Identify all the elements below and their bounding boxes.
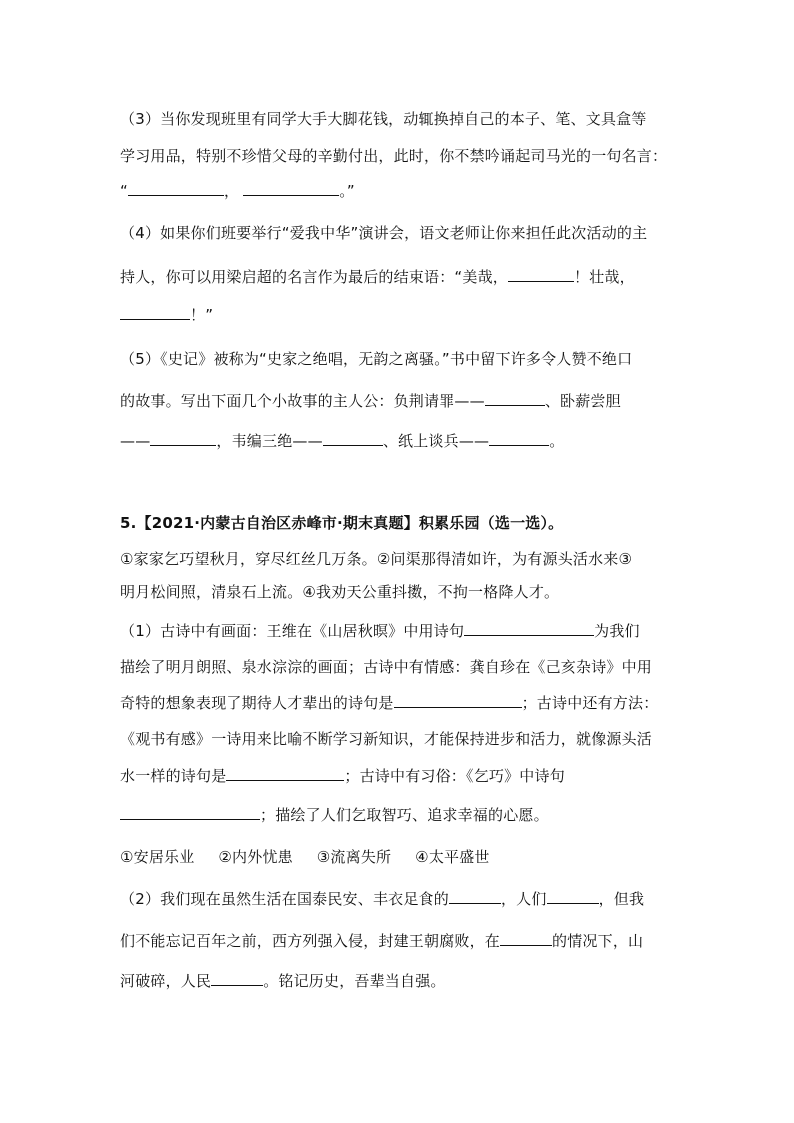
answer-blank[interactable] — [128, 181, 224, 196]
answer-blank[interactable] — [485, 391, 545, 406]
text: 河破碎，人民 — [120, 972, 212, 990]
text: ，人们 — [500, 890, 547, 908]
text: ；古诗中有习俗：《乞巧》中诗句 — [344, 767, 565, 785]
q5-1-line-6 — [120, 804, 549, 825]
text: ！壮哉， — [573, 268, 635, 286]
q4-4-line-3 — [120, 304, 213, 325]
question-5-title — [120, 512, 563, 533]
text: 。铭记历史，吾辈当自强。 — [263, 972, 446, 990]
q5-2-line-1 — [120, 888, 644, 909]
q5-1-line-5 — [120, 765, 565, 786]
answer-blank[interactable] — [150, 431, 216, 446]
text: 奇特的想象表现了期待人才辈出的诗句是 — [120, 694, 394, 712]
text: 学习用品，特别不珍惜父母的辛勤付出，此时，你不禁吟诵起司马光的一句名言： — [120, 147, 668, 165]
q5-options-line-1 — [120, 548, 632, 569]
text: —— — [120, 432, 151, 450]
answer-blank[interactable] — [120, 805, 260, 820]
q5-1-line-4 — [120, 728, 652, 749]
text: 持人，你可以用梁启超的名言作为最后的结束语：“美哉， — [120, 268, 508, 286]
text: 。 — [549, 432, 565, 450]
text: 的故事。写出下面几个小故事的主人公：负荆请罪—— — [120, 392, 485, 410]
text: ；描绘了人们乞取智巧、追求幸福的心愿。 — [260, 806, 549, 824]
answer-blank[interactable] — [243, 181, 339, 196]
choice-4: ④太平盛世 — [415, 848, 490, 866]
text: （1）古诗中有画面：王维在《山居秋暝》中用诗句 — [120, 622, 465, 640]
choice-1: ①安居乐业 — [120, 848, 195, 866]
answer-blank[interactable] — [449, 889, 501, 904]
q5-2-line-3 — [120, 970, 446, 991]
text: 明月松间照，清泉石上流。④我劝天公重抖擞，不拘一格降人才。 — [120, 583, 560, 601]
q4-4-line-1 — [120, 222, 647, 243]
q5-1-line-3 — [120, 692, 658, 713]
q5-1-line-1 — [120, 620, 640, 641]
choice-3: ③流离失所 — [316, 848, 392, 866]
answer-blank[interactable] — [464, 621, 594, 636]
q4-5-line-2 — [120, 390, 621, 411]
text: （5）《史记》被称为“史家之绝唱，无韵之离骚。”书中留下许多令人赞不绝口 — [120, 350, 633, 368]
answer-blank[interactable] — [120, 305, 190, 320]
text: 、卧薪尝胆 — [544, 392, 621, 410]
answer-blank[interactable] — [547, 889, 599, 904]
q5-choices — [120, 846, 490, 867]
text: 们不能忘记百年之前，西方列强入侵，封建王朝腐败，在 — [120, 932, 501, 950]
close-quote: 。” — [339, 182, 355, 200]
open-quote: “ — [120, 182, 128, 200]
text: 、纸上谈兵—— — [382, 432, 490, 450]
comma: ， — [223, 182, 240, 200]
text: ①家家乞巧望秋月，穿尽红丝几万条。②问渠那得清如许，为有源头活水来③ — [120, 550, 633, 568]
text: 描绘了明月朗照、泉水淙淙的画面；古诗中有情感：龚自珍在《己亥杂诗》中用 — [120, 658, 653, 676]
answer-blank[interactable] — [323, 431, 383, 446]
q4-3-line-3 — [120, 180, 355, 201]
text: ！” — [190, 306, 214, 324]
text: 的情况下，山 — [552, 932, 644, 950]
answer-blank[interactable] — [500, 931, 552, 946]
text: （4）如果你们班要举行“爱我中华”演讲会，语文老师让你来担任此次活动的主 — [120, 224, 648, 242]
text: 为我们 — [594, 622, 640, 640]
choice-2: ②内外忧患 — [218, 848, 293, 866]
answer-blank[interactable] — [226, 766, 344, 781]
text: ，但我 — [598, 890, 645, 908]
q4-5-line-1 — [120, 348, 632, 369]
text: 5.【2021·内蒙古自治区赤峰市·期末真题】积累乐园（选一选）。 — [120, 514, 564, 532]
q5-2-line-2 — [120, 930, 643, 951]
q5-1-line-2 — [120, 656, 652, 677]
q4-3-line-1 — [120, 108, 647, 129]
q4-4-line-2 — [120, 266, 635, 287]
q5-options-line-2 — [120, 581, 559, 602]
text: ，韦编三绝—— — [216, 432, 323, 450]
answer-blank[interactable] — [394, 693, 522, 708]
text: 《观书有感》一诗用来比喻不断学习新知识，才能保持进步和活力，就像源头活 — [120, 730, 653, 748]
answer-blank[interactable] — [508, 267, 574, 282]
text: （2）我们现在虽然生活在国泰民安、丰衣足食的 — [120, 890, 449, 908]
text: 水一样的诗句是 — [120, 767, 227, 785]
text: （3）当你发现班里有同学大手大脚花钱，动辄换掉自己的本子、笔、文具盒等 — [120, 110, 647, 128]
text: ；古诗中还有方法： — [521, 694, 659, 712]
answer-blank[interactable] — [489, 431, 549, 446]
answer-blank[interactable] — [211, 971, 263, 986]
q4-3-line-2 — [120, 145, 667, 166]
q4-5-line-3 — [120, 430, 564, 451]
